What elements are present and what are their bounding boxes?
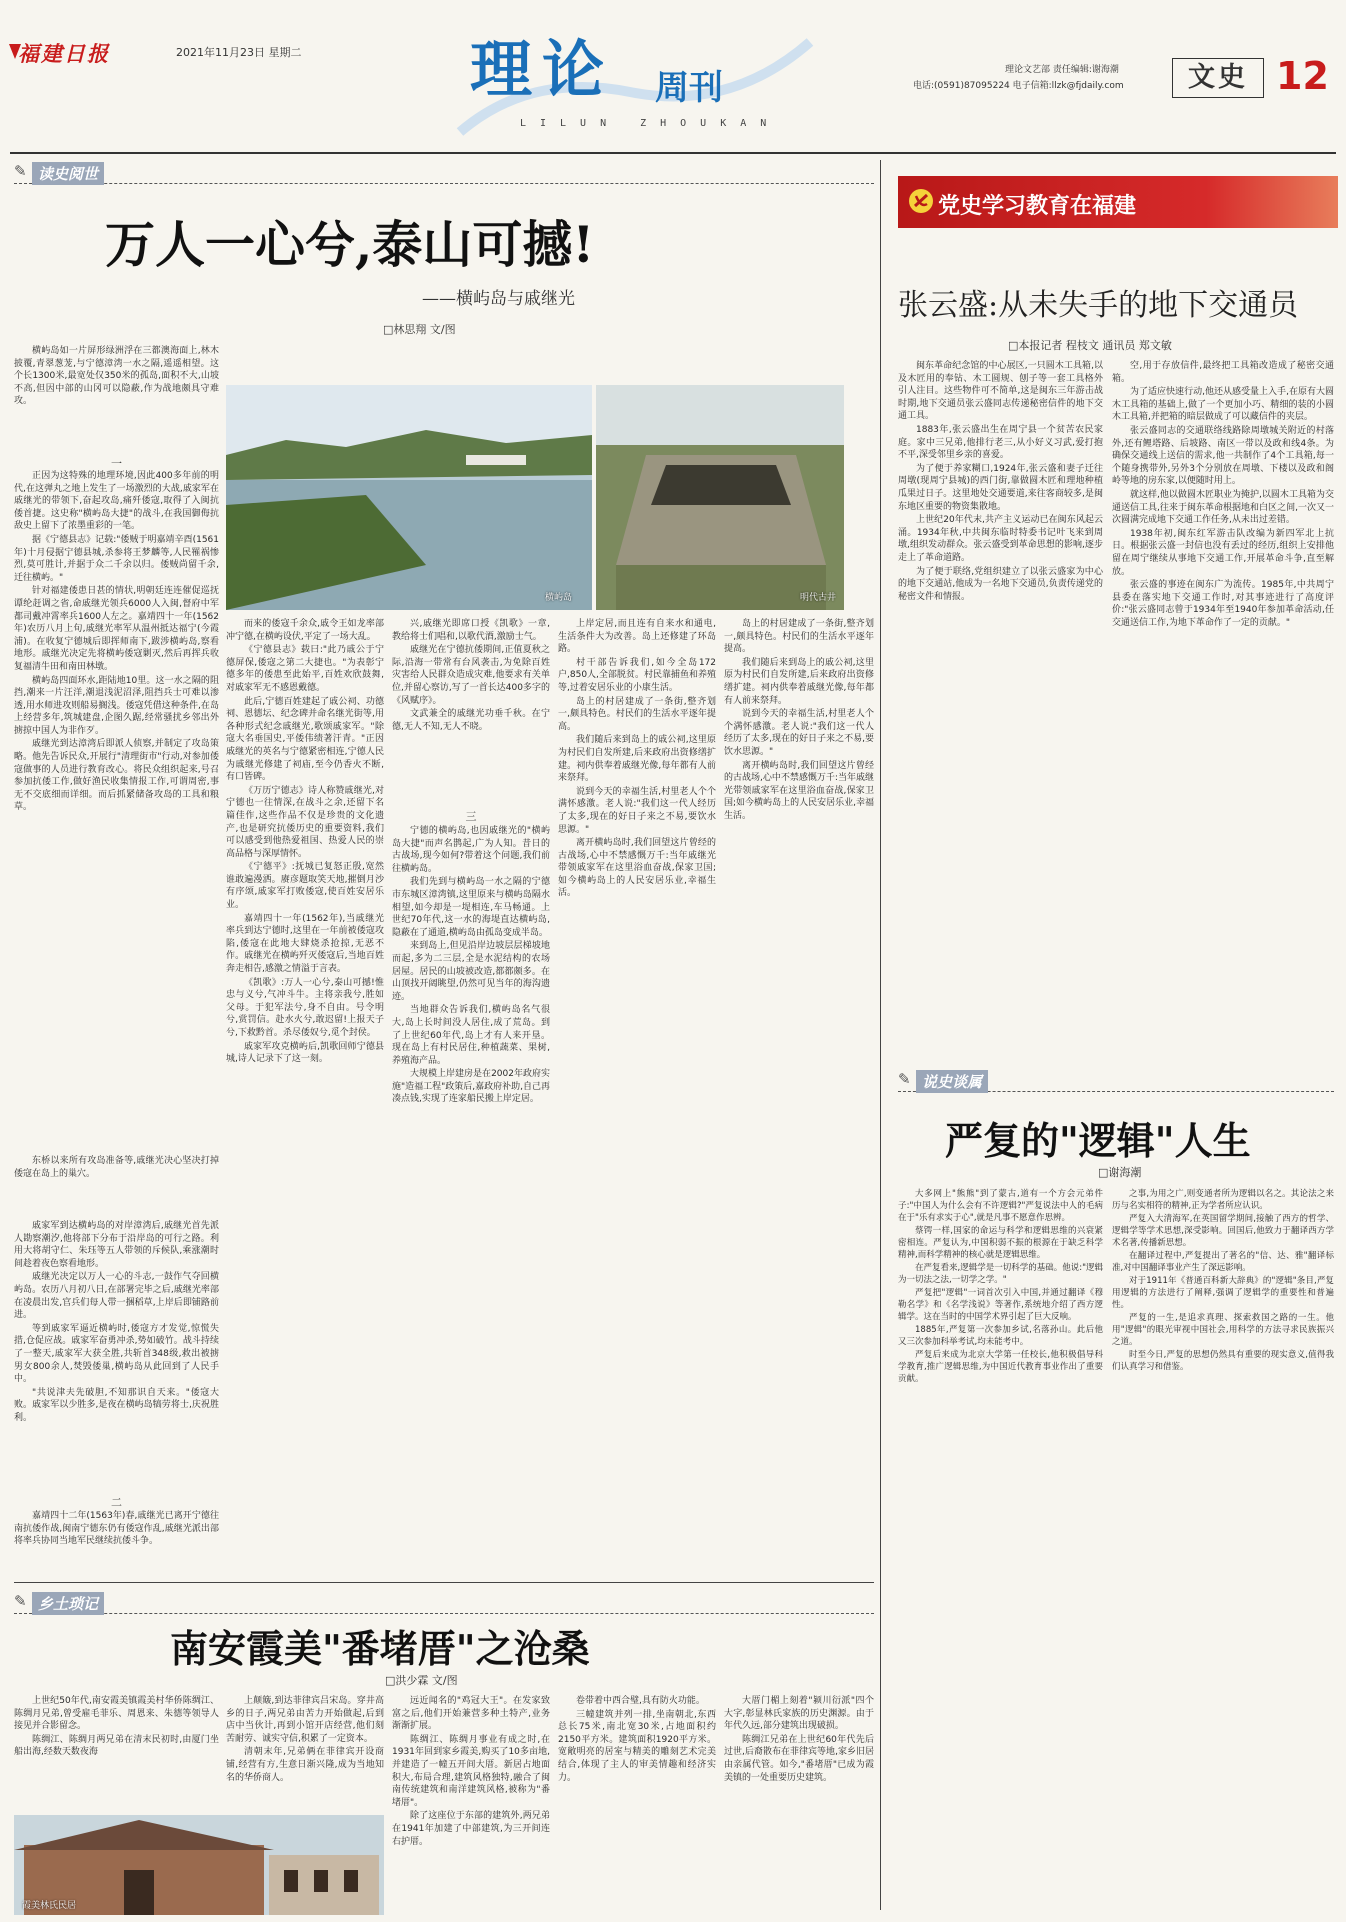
article1-column-3: 兴,戚继光即席口授《凯歌》一章,教给将士们唱和,以歌代酒,激励士气。 戚继光在宁德抗倭期间,正值夏秋之际,沿海一带常有台风袭击,为免除百姓灾害给人民群众造成灾难,他要求有关单位,并留心察访,写了一首长达400多字的《风赋序》。 文武兼全的戚继光功垂千秋。在宁德,无人不知,无人不晓。	[392, 619, 550, 732]
article3-column-2: 空,用于存放信件,最终把工具箱改造成了秘密交通箱。 为了适应快速行动,他还从感受量上入手,在原有大圆木工具箱的基础上,做了一个更加小巧、精细的装的小圆木工具箱,并把箱的暗层做成了可以藏信件的夹层。 张云盛同志的交通联络线路除周墩城关附近的村落外,还有鲤塔路、后坡路、南区一带以及政和线4条。为确保交通线上送信的需求,他一共制作了4个工具箱,每一个随身携带外,另外3个分别放在周墩、下楼以及政和阁岭等地的房东家,以便随时用上。 就这样,他以做圆木匠职业为掩护,以圆木工具箱为交通送信工具,往来于闽东革命根据地和白区之间,一次又一次圆满完成地下交通工作任务,从未出过差错。 1938年初,闽东红军游击队改编为新四军北上抗日。根据张云盛一封信也没有丢过的经历,组织上安排他留在周宁继续从事地下交通工作,开展革命斗争,直至解放。 张云盛的事迹在闽东广为流传。1985年,中共周宁县委在落实地下交通工作时,对其事迹进行了高度评价:"张云盛同志曾于1934年至1940年参加革命活动,任交通送信工作,为地下革命作了一定的贡献。"	[1112, 361, 1334, 628]
article2-column-3: 远近闻名的"鸡冠大王"。在发家致富之后,他们开始兼营多种土特产,业务渐渐扩展。 陈绸江、陈绸月事业有成之时,在1931年回到家乡霞美,购买了10多亩地,并建造了一幢五开间大厝。新居占地面积大,布局合理,建筑风格独特,融合了闽南传统建筑和南洋建筑风格,被称为"番堵厝"。 除了这座位于东部的建筑外,两兄弟在1941年加建了中部建筑,为三开间连右护厝。	[392, 1696, 550, 1847]
column-tag-local-notes: ✎ 乡土琐记	[14, 1590, 874, 1614]
article4-column-2: 之事,为用之广,则变通者所为逻辑以名之。其论法之来历与名实相符的精神,正为学者所应认识。 严复入大清海军,在英国留学期间,接触了西方的哲学、逻辑学等学术思想,深受影响。回国后,他致力于翻译西方学术名著,传播新思想。 在翻译过程中,严复提出了著名的"信、达、雅"翻译标准,对中国翻译事业产生了深远影响。 对于1911年《普通百科新大辞典》的"逻辑"条目,严复用逻辑的方法进行了阐释,强调了逻辑学的重要性和普遍性。 严复的一生,是追求真理、探索救国之路的一生。他用"逻辑"的眼光审视中国社会,用科学的方法寻求民族振兴之道。 时至今日,严复的思想仍然具有重要的现实意义,值得我们认真学习和借鉴。	[1112, 1189, 1334, 1372]
article3-title: 张云盛:从未失手的地下交通员	[898, 288, 1299, 323]
article3-byline: □本报记者 程枝文 通讯员 郑文敏	[1008, 339, 1172, 352]
article4-title: 严复的"逻辑"人生	[945, 1118, 1251, 1163]
article1-photo2-caption: 明代古井	[800, 593, 837, 603]
brand-pinyin: LILUN ZHOUKAN	[520, 118, 781, 129]
article1-photo-island	[226, 385, 592, 610]
article1-column-3b: 宁德的横屿岛,也因戚继光的"横屿岛大捷"而声名鹊起,广为人知。昔日的古战场,现今如何?带着这个问题,我们前往横屿岛。 我们先到与横屿岛一水之隔的宁德市东城区漳湾镇,这里原来与横屿岛隔水相望,如今却是一堤相连,车马畅通。上世纪70年代,这一水的海堤直达横屿岛,隐蔽在了通道,横屿岛由孤岛变成半岛。 来到岛上,但见沿岸边坡层层梯坡地而起,多为二三层,全是水泥结构的农场居屋。居民的山坡被改造,都都颇多。在山顶找开阔眺望,仍然可见当年的海沟遗迹。 当地群众告诉我们,横屿岛名气很大,岛上长时间没人居住,成了荒岛。到了上世纪60年代,岛上才有人来开垦。现在岛上有村民居住,种植蔬菜、果树,养殖海产品。 大规模上岸建房是在2002年政府实施"造福工程"政策后,嘉政府补助,自己再凑点钱,实现了连家船民搬上岸定居。	[392, 826, 550, 1105]
article1-column-4: 上岸定居,而且连有自来水和通电,生活条件大为改善。岛上还修建了环岛路。 村干部告诉我们,如今全岛172户,850人,全部脱贫。村民靠捕鱼和养殖等,过着安居乐业的小康生活。 岛上的村居建成了一条街,整齐划一,颇具特色。村民们的生活水平逐年提高。 我们随后来到岛上的戚公祠,这里原为村民们自发所建,后来政府出资修缮扩建。祠内供奉着戚继光像,每年都有人前来祭拜。 说到今天的幸福生活,村里老人个个满怀感激。老人说:"我们这一代人经历了太多,现在的好日子来之不易,要饮水思源。" 离开横屿岛时,我们回望这片曾经的古战场,心中不禁感慨万千:当年戚继光带领戚家军在这里浴血奋战,保家卫国;如今横屿岛上的人民安居乐业,幸福生活。	[558, 619, 716, 899]
article1-photo1-caption: 横屿岛	[545, 593, 573, 603]
banner-text: 党史学习教育在福建	[938, 194, 1137, 219]
article1-column-1d: 嘉靖四十二年(1563年)春,戚继光已离开宁德往南抗倭作战,闽南宁德东仍有倭寇作乱,戚继光派出部将率兵协同当地军民继续抗倭斗争。	[14, 1511, 219, 1547]
issue-date: 2021年11月23日 星期二	[176, 46, 302, 59]
article2-byline: □洪少霖 文/图	[385, 1674, 458, 1687]
article1-column-1c: 戚家军到达横屿岛的对岸漳湾后,戚继光首先派人勘察潮汐,他将部下分布于沿岸岛的可行之路。利用大将胡守仁、朱珏等五人带领的斥候队,乘涨潮时间趁着夜色察看地形。 戚继光决定以万人一心的斗志,一鼓作气夺回横屿岛。农历八月初八日,在部署完毕之后,戚继光率部在凌晨出发,官兵们每人带一捆稻草,上岸后即铺路前进。 等到戚家军逼近横屿时,倭寇方才发觉,惊慌失措,仓促应战。戚家军奋勇冲杀,势如破竹。战斗持续了一整天,戚家军大获全胜,共斩首348级,救出被掳男女800余人,焚毁倭巢,横屿岛从此回到了人民手中。 "共说津夫先破胆,不知那识自天来。"倭寇大败。戚家军以少胜多,是夜在横屿岛犒劳将士,庆祝胜利。	[14, 1221, 219, 1423]
column-tag-reading-history: ✎ 读史阅世	[14, 160, 874, 184]
article3-column-1: 闽东革命纪念馆的中心展区,一只圆木工具箱,以及木匠用的奉钻、木工圆规、刨子等一套工具格外引人注目。这些物件可不简单,这是闽东三年游击战时期,地下交通员张云盛同志传递秘密信件的地下交通工具。 1883年,张云盛出生在周宁县一个贫苦农民家庭。家中三兄弟,他排行老三,从小好义习武,爱打抱不平,深受邻里乡亲的喜爱。 为了便于养家糊口,1924年,张云盛和妻子迁往周墩(现周宁县城)的西门街,靠做圆木匠和理地种植瓜果过日子。这里地处交通要道,来往客商较多,是闽东地区重要的物资集散地。 上世纪20年代末,共产主义运动已在闽东风起云涌。1934年秋,中共闽东临时特委书记叶飞来到周墩,组织发动群众。张云盛受到革命思想的影响,逐步走上了革命道路。 为了便于联络,党组织建立了以张云盛家为中心的地下交通站,他成为一名地下交通员,负责传递党的秘密文件和情报。	[898, 361, 1103, 602]
pen-icon: ✎	[14, 162, 27, 180]
article1-photo-well	[596, 385, 844, 610]
section-divider	[14, 1582, 874, 1583]
article4-column-1: 大多网上"熊熊"到了蒙古,道有一个方会元弟件子:"中国人为什么会有不许逻辑?"严复说法中人的毛病在于"乐有求实于心",就是凡事不愿意作思辨。 蔡锷一样,国家的命运与科学和逻辑思维的兴衰紧密相连。严复认为,中国积弱不振的根源在于缺乏科学精神,而科学精神的核心就是逻辑思维。 在严复看来,逻辑学是一切科学的基础。他说:"逻辑为一切法之法,一切学之学。" 严复把"逻辑"一词首次引入中国,并通过翻译《穆勒名学》和《名学浅说》等著作,系统地介绍了西方逻辑学。这在当时的中国学术界引起了巨大反响。 1885年,严复第一次参加乡试,名落孙山。此后他又三次参加科举考试,均未能考中。 严复后来成为北京大学第一任校长,他积极倡导科学教育,推广逻辑思维,为中国近代教育事业作出了重要贡献。	[898, 1189, 1103, 1384]
article2-column-4: 卷带着中西合璧,具有防火功能。 三幢建筑并列一排,坐南朝北,东西总长75米,南北宽30米,占地面积约2150平方米。建筑面积1920平方米。宽敞明亮的居室与精美的雕刻艺术完美结合,体现了主人的审美情趣和经济实力。	[558, 1696, 716, 1783]
article1-subtitle: ——横屿岛与戚继光	[422, 289, 575, 309]
article2-photo-caption: 霞美林氏民居	[22, 1901, 77, 1911]
article1-column-1b: 东桥以来所有攻岛准备等,戚继光决心坚决打掉倭寇在岛上的巢穴。	[14, 1156, 219, 1179]
paper-name: 福建日报	[18, 41, 110, 66]
article1-column-5: 岛上的村居建成了一条街,整齐划一,颇具特色。村民们的生活水平逐年提高。 我们随后来到岛上的戚公祠,这里原为村民们自发所建,后来政府出资修缮扩建。祠内供奉着戚继光像,每年都有人前来祭拜。 说到今天的幸福生活,村里老人个个满怀感激。老人说:"我们这一代人经历了太多,现在的好日子来之不易,要饮水思源。" 离开横屿岛时,我们回望这片曾经的古战场,心中不禁感慨万千:当年戚继光带领戚家军在这里浴血奋战,保家卫国;如今横屿岛上的人民安居乐业,幸福生活。	[724, 619, 874, 821]
article2-column-1: 上世纪50年代,南安霞美镇霞美村华侨陈绸江、陈绸月兄弟,曾受雇毛菲乐、周恩来、朱德等领导人接见并合影留念。 陈绸江、陈绸月两兄弟在清末民初时,由厦门坐船出海,经数天数夜海	[14, 1696, 219, 1758]
contact-info: 电话:(0591)87095224 电子信箱:llzk@fjdaily.com	[913, 81, 1124, 91]
article1-column-1: 正因为这特殊的地理环境,因此400多年前的明代,在这弹丸之地上发生了一场激烈的大战,戚家军在戚继光的带领下,奋起攻岛,痛歼倭寇,取得了入闽抗倭首捷。这史称"横屿岛大捷"的战斗,在我国御侮抗敌史上留下了浓墨重彩的一笔。 据《宁德县志》记载:"倭贼于明嘉靖辛酉(1561年)十月侵据宁德县城,杀参将王梦麟等,人民罹祸惨烈,莫可胜计,并据于众二千余以归。倭贼尚留千余,迁往横屿。" 针对福建倭患日甚的情状,明朝廷连连催促巡抚谭纶赶调之省,命戚继光领兵6000人入闽,督府中军都司戴冲霄率兵1600人左之。嘉靖四十一年(1562年)农历八月上旬,戚继光率军从温州抵达福宁(今霞浦)。在收复宁德城后即挥师南下,跋涉横屿岛,察看地形。戚继光决定先将横屿倭寇剿灭,然后再挥兵收复福清牛田和南田林墩。 横屿岛四面环水,距陆地10里。这一水之隔的阻挡,潮来一片汪洋,潮退浅泥沼泽,阻挡兵士可难以渗透,用水师进攻则船易搁浅。倭寇凭借这种条件,在岛上经营多年,筑城建盘,企图久踞,经常骚扰乡邻出外掳掠中国人为非作歹。 戚继光到达漳湾后即派人侦察,并制定了攻岛策略。他先告诉民众,开展行"清理街市"行动,对参加倭寇做事的人员进行教育改心。将民众组织起来,号召参加抗倭工作,做好渔民收集情报工作,可谓周密,事无不交底细而详细。而后抓紧储备攻岛的工具和粮草。	[14, 471, 219, 813]
article1-title: 万人一心兮,泰山可撼!	[105, 215, 595, 274]
article2-title: 南安霞美"番堵厝"之沧桑	[170, 1626, 590, 1671]
article2-column-2: 上颠簸,到达菲律宾吕宋岛。穿井高乡的日子,两兄弟由苦力开始做起,后到店中当伙计,再到小馆开店经营,他们刻苦耐劳、诚实守信,积累了一定资本。 清朝末年,兄弟俩在菲律宾开设商铺,经营有方,生意日渐兴隆,成为当地知名的华侨商人。	[226, 1696, 384, 1783]
brand-subtitle: 周刊	[655, 68, 723, 108]
pen-icon: ✎	[14, 1592, 27, 1610]
section-number: 二	[111, 1496, 122, 1509]
article1-column-2: 而来的倭寇千余众,戚令王如龙率部冲宁德,在横屿设伏,平定了一场大乱。 《宁德县志》载曰:"此乃戚公于宁德屏保,倭寇之第二大捷也。"为表彰宁德多年的倭患至此始平,百姓欢欣鼓舞,对戚家军无不感恩戴德。 此后,宁德百姓建起了戚公祠、功德祠、恩德坛、纪念碑并命名继光街等,用各种形式纪念戚继光,歌颂戚家军。"除寇大名垂国史,平倭伟绩著汗青。"正因戚继光的英名与宁德紧密相连,宁德人民为戚继光修建了祠庙,至今仍香火不断,有口皆碑。 《万历宁德志》诗人称赞戚继光,对宁德也一往情深,在战斗之余,还留下名篇佳作,这些作品不仅是珍贵的文化遗产,也是研究抗倭历史的重要资料,我们可以感受到他热爱祖国、热爱人民的崇高品格与深厚情怀。 《宁德平》:抚城已复怒正殷,宽然谁敢遍漫洒。赓彦题取笑天地,摧倒月沙有序颂,戚家军打败倭寇,使百姓安居乐业。 嘉靖四十一年(1562年),当戚继光率兵到达宁德时,这里在一年前被倭寇攻陷,倭寇在此地大肆烧杀抢掠,无恶不作。戚继光在横屿歼灭倭寇后,当地百姓奔走相告,感激之情溢于言表。 《凯歌》:万人一心兮,泰山可撼!惟忠与义兮,气冲斗牛。主将亲我兮,胜如父母。于犯军法兮,身不自由。号令明兮,赏罚信。赴水火兮,敢迟留!上报天子兮,下救黔首。杀尽倭奴兮,觅个封侯。 戚家军攻克横屿后,凯歌回师宁德县城,诗人记录下了这一刻。	[226, 619, 384, 1065]
editor-credit: 理论文艺部 责任编辑:谢海潮	[1005, 65, 1119, 75]
article1-byline: □林思翔 文/图	[383, 323, 456, 336]
section-number: 一	[111, 457, 122, 470]
article1-intro: 横屿岛如一片屏形绿洲浮在三都澳海面上,林木披覆,青翠葱茏,与宁德漳湾一水之隔,遥遥相望。这个长1300米,最宽处仅350米的孤岛,面积不大,山坡不高,但因中部的山冈可以隐蔽,作为战地颇具守难攻。	[14, 346, 219, 407]
pen-icon: ✎	[898, 1070, 911, 1088]
column-divider	[880, 160, 881, 1910]
header-rule	[10, 152, 1336, 154]
section-number: 三	[465, 810, 477, 823]
article4-byline: □谢海潮	[1098, 1166, 1142, 1179]
party-emblem-icon	[908, 186, 934, 216]
page-number: 12	[1276, 54, 1329, 98]
article2-column-5: 大厝门楣上刻着"颍川衍派"四个大字,彰显林氏家族的历史渊源。由于年代久远,部分建筑出现破损。 陈绸江兄弟在上世纪60年代先后过世,后裔散布在菲律宾等地,家乡旧居由亲属代管。如今,"番堵厝"已成为霞美镇的一处重要历史建筑。	[724, 1696, 874, 1783]
section-label: 文史	[1172, 58, 1264, 98]
column-tag-history-talk: ✎ 说史谈属	[898, 1068, 1334, 1092]
brand-title: 理论	[470, 33, 615, 106]
